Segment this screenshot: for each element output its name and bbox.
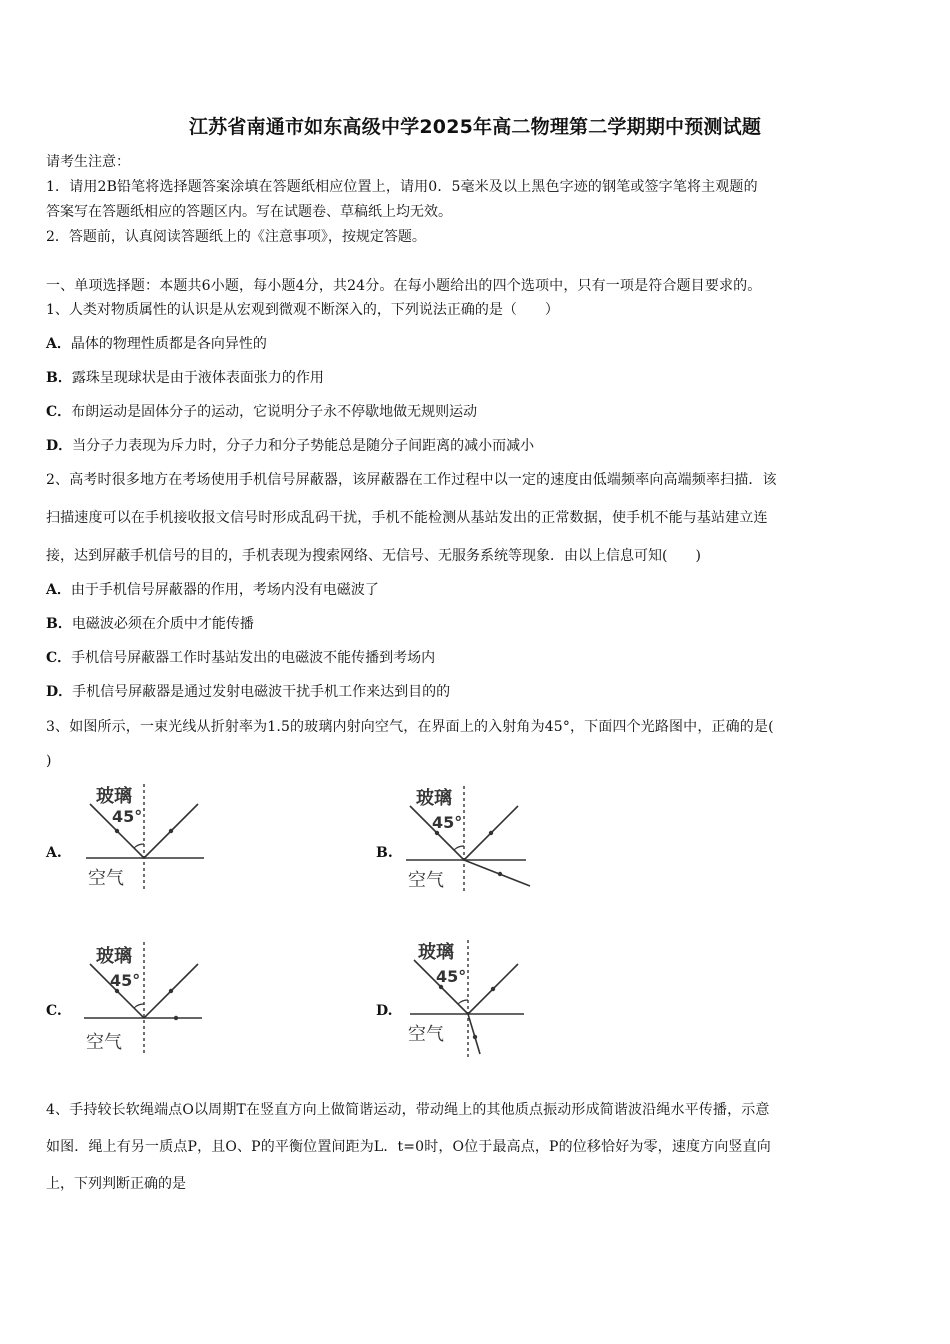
figure-d (402, 936, 542, 1065)
q2-option-b (46, 614, 254, 634)
air-label: 空气 (88, 868, 124, 889)
figure-a-label: A. (46, 845, 62, 861)
angle-label: 45° (432, 813, 463, 832)
option-letter: A． (46, 336, 71, 352)
option-text: 布朗运动是固体分子的运动，它说明分子永不停歇地做无规则运动 (71, 404, 478, 420)
angle-label: 45° (110, 971, 141, 990)
angle-label: 45° (436, 967, 467, 986)
option-letter: C． (46, 404, 72, 420)
q1-stem: 1、人类对物质属性的认识是从宏观到微观不断深入的，下列说法正确的是（ ） (46, 302, 559, 318)
air-label: 空气 (408, 1024, 444, 1045)
glass-label: 玻璃 (418, 942, 454, 963)
glass-label: 玻璃 (96, 946, 132, 967)
q1-option-c (46, 402, 477, 422)
figure-c-label: C. (46, 1003, 62, 1019)
q2-stem-line-1: 2、高考时很多地方在考场使用手机信号屏蔽器，该屏蔽器在工作过程中以一定的速度由低端频率向高端频率扫描．该 (46, 472, 777, 488)
q4-stem-line-3: 上，下列判断正确的是 (46, 1176, 186, 1192)
air-label: 空气 (408, 870, 444, 891)
q2-stem-line-2: 扫描速度可以在手机接收报文信号时形成乱码干扰，手机不能检测从基站发出的正常数据，使手机不能与基站建立连 (46, 510, 768, 526)
option-text: 手机信号屏蔽器工作时基站发出的电磁波不能传播到考场内 (71, 650, 436, 666)
angle-label: 45° (112, 807, 143, 826)
q4-stem-line-2: 如图．绳上有另一质点P，且O、P的平衡位置间距为L．t=0时，O位于最高点，P的位移恰好为零，速度方向竖直向 (46, 1139, 771, 1155)
glass-label: 玻璃 (96, 786, 132, 807)
option-letter: C． (46, 650, 72, 666)
figure-b (400, 782, 540, 901)
q2-option-d (46, 682, 450, 702)
option-text: 手机信号屏蔽器是通过发射电磁波干扰手机工作来达到目的的 (72, 684, 451, 700)
figure-d-label: D. (376, 1003, 393, 1019)
option-text: 电磁波必须在介质中才能传播 (71, 616, 254, 632)
option-text: 由于手机信号屏蔽器的作用，考场内没有电磁波了 (70, 582, 379, 598)
notice-item-1-line-2: 答案写在答题纸相应的答题区内。写在试题卷、草稿纸上均无效。 (46, 204, 452, 220)
notice-item-2: 2．答题前，认真阅读答题纸上的《注意事项》，按规定答题。 (46, 229, 426, 245)
q1-option-a (46, 334, 267, 354)
notice-heading: 请考生注意： (46, 154, 130, 170)
glass-label: 玻璃 (416, 788, 452, 809)
q1-option-d (46, 436, 534, 456)
q3-stem-line-2: ) (46, 753, 52, 769)
page-title: 江苏省南通市如东高级中学2025年高二物理第二学期期中预测试题 (188, 116, 762, 138)
option-text: 晶体的物理性质都是各向异性的 (70, 336, 267, 352)
q2-option-a (46, 580, 379, 600)
option-letter: B． (46, 370, 72, 386)
q2-option-c (46, 648, 435, 668)
option-letter: D． (46, 684, 73, 700)
q4-stem-line-1: 4、手持较长软绳端点O以周期T在竖直方向上做简谐运动，带动绳上的其他质点振动形成简谐波沿绳水平传播，示意 (46, 1102, 770, 1118)
option-text: 露珠呈现球状是由于液体表面张力的作用 (71, 370, 324, 386)
notice-item-1-line-1: 1．请用2B铅笔将选择题答案涂填在答题纸相应位置上，请用0．5毫米及以上黑色字迹的钢笔或签字笔将主观题的 (46, 179, 758, 195)
figure-a (80, 780, 220, 899)
option-letter: B． (46, 616, 72, 632)
q1-option-b (46, 368, 324, 388)
option-letter: A． (46, 582, 71, 598)
q3-stem-line-1: 3、如图所示，一束光线从折射率为1.5的玻璃内射向空气，在界面上的入射角为45°，下面四个光路图中，正确的是( (46, 719, 774, 735)
option-letter: D． (46, 438, 73, 454)
figure-c (80, 938, 220, 1062)
air-label: 空气 (86, 1032, 122, 1053)
q2-stem-line-3: 接，达到屏蔽手机信号的目的，手机表现为搜索网络、无信号、无服务系统等现象．由以上信息可知( ) (46, 548, 701, 564)
section-heading: 一、单项选择题：本题共6小题，每小题4分，共24分。在每小题给出的四个选项中，只有一项是符合题目要求的。 (46, 278, 762, 294)
figure-b-label: B. (376, 845, 393, 861)
option-text: 当分子力表现为斥力时，分子力和分子势能总是随分子间距离的减小而减小 (72, 438, 535, 454)
